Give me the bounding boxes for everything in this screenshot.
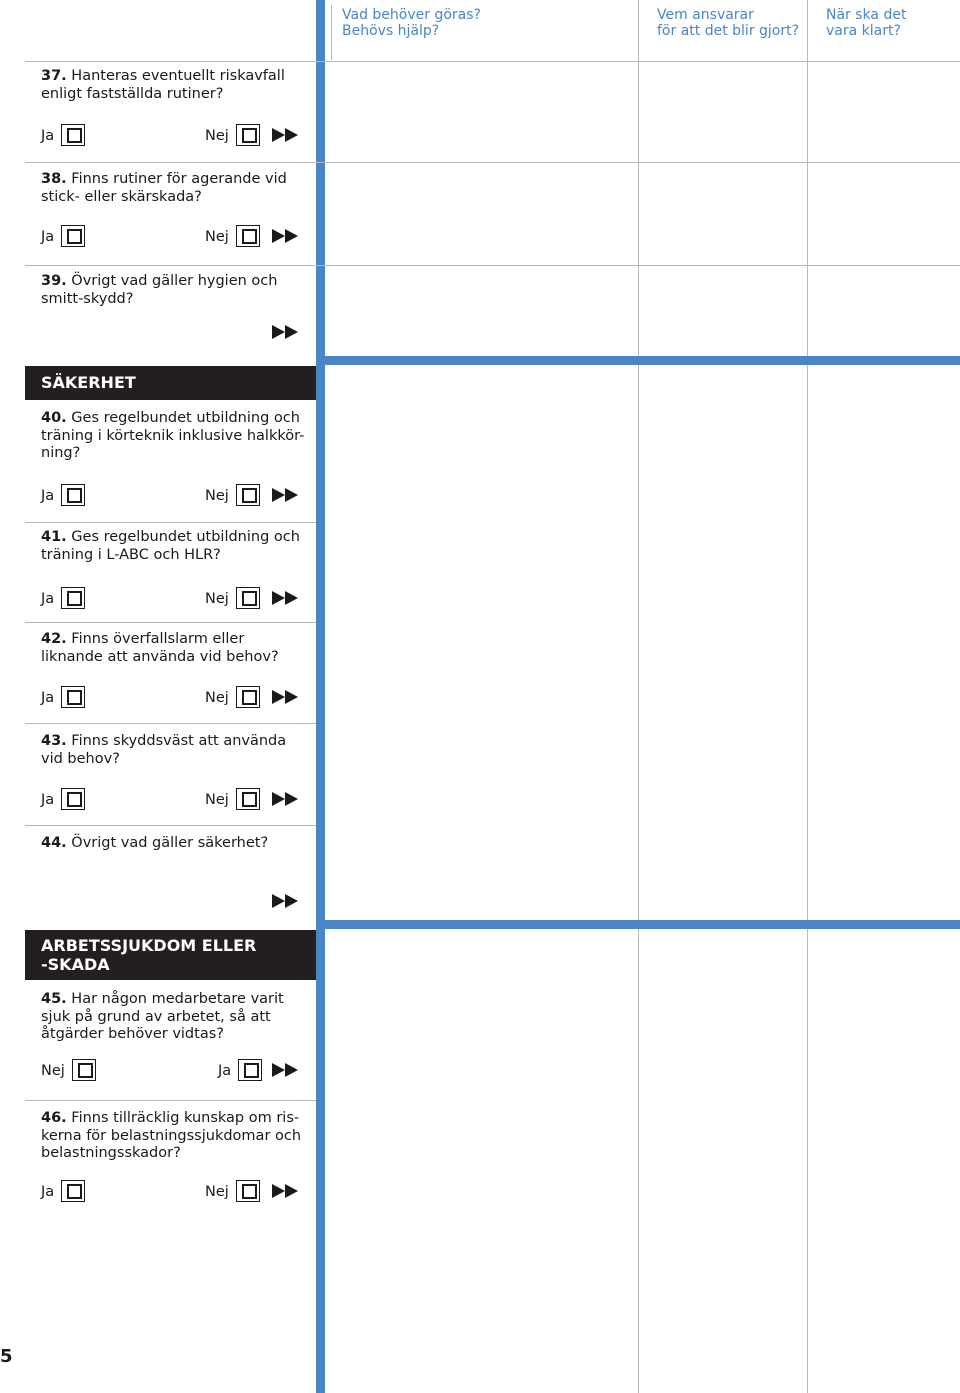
option-yes-label: Ja — [41, 792, 55, 808]
column-rule — [638, 0, 639, 1393]
question-text: Finns tillräcklig kunskap om ris-kerna för belastningssjukdomar och belastningsskador? — [41, 1110, 302, 1161]
question-number: 40. — [41, 410, 67, 426]
yes-checkbox[interactable] — [238, 1059, 262, 1081]
column-rule — [331, 5, 332, 60]
question-number: 46. — [41, 1110, 67, 1126]
skip-arrow-icon — [272, 1063, 300, 1077]
option-yes-label: Ja — [218, 1063, 232, 1079]
question-43 — [41, 733, 309, 768]
skip-arrow-icon — [272, 1184, 300, 1198]
question-46 — [41, 1110, 309, 1163]
option-yes-label: Ja — [41, 690, 55, 706]
question-number: 44. — [41, 835, 67, 851]
question-39 — [41, 273, 309, 308]
question-text: Ges regelbundet utbildning och träning i L-ABC och HLR? — [41, 529, 300, 563]
option-yes-label: Ja — [41, 229, 55, 245]
skip-arrow-icon — [272, 894, 300, 908]
row-rule — [25, 622, 316, 623]
option-no-label: Nej — [205, 128, 229, 144]
column-header-deadline: När ska det vara klart? — [826, 7, 907, 39]
row-rule — [25, 265, 960, 266]
question-text: Finns skyddsväst att använda vid behov? — [41, 733, 287, 767]
question-text: Finns rutiner för agerande vid stick- eller skärskada? — [41, 171, 287, 205]
question-41 — [41, 529, 309, 564]
section-divider — [316, 356, 960, 365]
row-rule — [25, 825, 316, 826]
question-number: 42. — [41, 631, 67, 647]
no-checkbox[interactable] — [236, 686, 260, 708]
skip-arrow-icon — [272, 229, 300, 243]
option-no-label: Nej — [205, 690, 229, 706]
row-rule — [25, 61, 960, 62]
column-header-responsible: Vem ansvarar för att det blir gjort? — [657, 7, 800, 39]
section-header-safety: SÄKERHET — [25, 366, 316, 400]
option-yes-label: Ja — [41, 1184, 55, 1200]
yes-checkbox[interactable] — [61, 484, 85, 506]
skip-arrow-icon — [272, 128, 300, 142]
question-number: 43. — [41, 733, 67, 749]
skip-arrow-icon — [272, 591, 300, 605]
question-number: 37. — [41, 68, 67, 84]
option-yes-label: Ja — [41, 488, 55, 504]
no-checkbox[interactable] — [236, 1180, 260, 1202]
option-no-label: Nej — [205, 591, 229, 607]
row-rule — [25, 522, 316, 523]
no-checkbox[interactable] — [236, 587, 260, 609]
option-no-label: Nej — [205, 1184, 229, 1200]
question-text: Ges regelbundet utbildning och träning i körteknik inklusive halkkör-ning? — [41, 410, 305, 461]
page-number: 5 — [0, 1346, 13, 1367]
yes-checkbox[interactable] — [61, 124, 85, 146]
section-header-occupational-illness: ARBETSSJUKDOM ELLER -SKADA — [25, 930, 316, 980]
no-checkbox[interactable] — [236, 225, 260, 247]
question-text: Hanteras eventuellt riskavfall enligt fastställda rutiner? — [41, 68, 285, 102]
question-37 — [41, 68, 309, 103]
no-checkbox[interactable] — [236, 124, 260, 146]
skip-arrow-icon — [272, 690, 300, 704]
skip-arrow-icon — [272, 792, 300, 806]
question-number: 41. — [41, 529, 67, 545]
no-checkbox[interactable] — [236, 788, 260, 810]
question-number: 39. — [41, 273, 67, 289]
question-text: Har någon medarbetare varit sjuk på grund av arbetet, så att åtgärder behöver vidtas? — [41, 991, 284, 1042]
yes-checkbox[interactable] — [61, 686, 85, 708]
column-rule — [807, 0, 808, 1393]
question-text: Finns överfallslarm eller liknande att använda vid behov? — [41, 631, 279, 665]
question-text: Övrigt vad gäller säkerhet? — [66, 835, 269, 851]
column-header-action: Vad behöver göras? Behövs hjälp? — [342, 7, 481, 39]
question-38 — [41, 171, 309, 206]
question-42 — [41, 631, 309, 666]
question-number: 38. — [41, 171, 67, 187]
option-no-label: Nej — [205, 488, 229, 504]
option-no-label: Nej — [205, 792, 229, 808]
yes-checkbox[interactable] — [61, 788, 85, 810]
skip-arrow-icon — [272, 488, 300, 502]
question-45 — [41, 991, 309, 1044]
section-divider — [316, 920, 960, 929]
option-no-label: Nej — [41, 1063, 65, 1079]
skip-arrow-icon — [272, 325, 300, 339]
yes-checkbox[interactable] — [61, 1180, 85, 1202]
no-checkbox[interactable] — [72, 1059, 96, 1081]
yes-checkbox[interactable] — [61, 587, 85, 609]
column-divider — [316, 0, 325, 1393]
option-yes-label: Ja — [41, 591, 55, 607]
question-number: 45. — [41, 991, 67, 1007]
question-44 — [41, 835, 309, 853]
option-yes-label: Ja — [41, 128, 55, 144]
option-no-label: Nej — [205, 229, 229, 245]
question-text: Övrigt vad gäller hygien och smitt-skydd? — [41, 273, 278, 307]
row-rule — [25, 162, 960, 163]
question-40 — [41, 410, 309, 463]
yes-checkbox[interactable] — [61, 225, 85, 247]
row-rule — [25, 1100, 316, 1101]
row-rule — [25, 723, 316, 724]
no-checkbox[interactable] — [236, 484, 260, 506]
